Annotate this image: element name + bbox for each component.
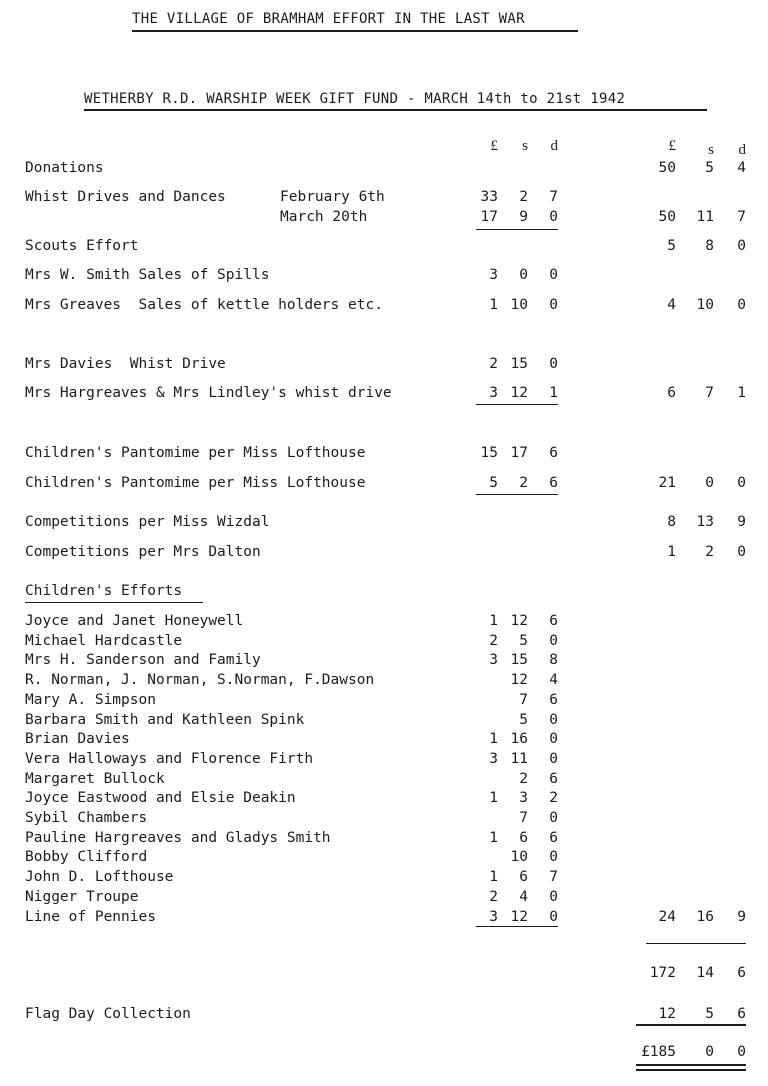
- fund-subtitle: WETHERBY R.D. WARSHIP WEEK GIFT FUND - MARCH 14th to 21st 1942: [84, 91, 626, 107]
- row-label: Donations: [25, 160, 104, 176]
- ledger-row-greaves: [0, 297, 768, 317]
- header-shillings: s: [522, 138, 528, 154]
- total-shillings: 7: [705, 385, 714, 401]
- amount-pounds: 2: [489, 888, 498, 905]
- child-name: Joyce Eastwood and Elsie Deakin: [25, 790, 296, 807]
- amount-pounds: 2: [489, 632, 498, 649]
- amount-pence: 6: [549, 829, 558, 846]
- total-shillings: 13: [696, 514, 714, 530]
- amount-pounds: 2: [489, 356, 498, 372]
- amount-pence: 0: [549, 267, 558, 283]
- child-effort-row: [0, 810, 768, 830]
- total-pence: 6: [737, 1006, 746, 1022]
- subtitle-underline: [84, 109, 707, 111]
- child-effort-row: [0, 652, 768, 672]
- child-name: Barbara Smith and Kathleen Spink: [25, 711, 305, 728]
- child-effort-row: [0, 613, 768, 633]
- amount-pounds: 33: [480, 189, 498, 205]
- ledger-row-scouts: [0, 238, 768, 258]
- subtotal-pounds: 172: [649, 965, 676, 981]
- amount-pence: 7: [549, 869, 558, 886]
- amount-pence: 4: [549, 672, 558, 689]
- amount-pounds: 1: [489, 297, 498, 313]
- child-name: Mrs H. Sanderson and Family: [25, 652, 261, 669]
- grand-total-pence: 0: [737, 1044, 746, 1060]
- total-pence: 9: [737, 514, 746, 530]
- child-effort-row: [0, 869, 768, 889]
- ledger-row-wizdal: [0, 514, 768, 534]
- amount-shillings: 15: [510, 356, 528, 372]
- total-pence: 0: [737, 544, 746, 560]
- amount-pence: 8: [549, 652, 558, 669]
- total-pounds: 8: [667, 514, 676, 530]
- column-headers: [0, 138, 768, 158]
- title-underline: [132, 30, 578, 32]
- total-pounds: 6: [667, 385, 676, 401]
- amount-shillings: 2: [519, 189, 528, 205]
- ledger-row-pantomime-2: [0, 475, 768, 495]
- child-name: Joyce and Janet Honeywell: [25, 613, 244, 629]
- total-shillings: 16: [696, 908, 714, 925]
- amount-pounds: 1: [489, 829, 498, 846]
- amount-shillings: 2: [519, 770, 528, 787]
- total-shillings: 5: [705, 160, 714, 176]
- child-effort-row: [0, 633, 768, 653]
- total-pence: 1: [737, 385, 746, 401]
- amount-pence: 6: [549, 691, 558, 708]
- amount-pence: 0: [549, 731, 558, 748]
- row-label: Whist Drives and Dances: [25, 189, 226, 205]
- sum-rule: [646, 943, 746, 944]
- ledger-row-flag-day: [0, 1006, 768, 1026]
- amount-pence: 0: [549, 711, 558, 728]
- amount-pounds: 17: [480, 209, 498, 225]
- amount-pence: 7: [549, 189, 558, 205]
- child-effort-row: [0, 731, 768, 751]
- amount-pounds: 3: [489, 267, 498, 283]
- amount-shillings: 4: [519, 888, 528, 905]
- subtotal-rule: [476, 494, 558, 495]
- grand-total-row: [0, 1044, 768, 1064]
- amount-shillings: 10: [510, 297, 528, 313]
- row-label: Children's Pantomime per Miss Lofthouse: [25, 445, 366, 461]
- children-heading-underline: [25, 602, 203, 603]
- total-pounds: 12: [658, 1006, 676, 1022]
- amount-shillings: 12: [510, 613, 528, 629]
- child-name: Sybil Chambers: [25, 810, 148, 826]
- subtotal-pence: 6: [737, 965, 746, 981]
- row-label: Mrs W. Smith Sales of Spills: [25, 267, 270, 283]
- header-pence: d: [550, 138, 558, 154]
- child-effort-row: [0, 672, 768, 692]
- total-shillings: 2: [705, 544, 714, 560]
- ledger-row-davies: [0, 356, 768, 376]
- amount-shillings: 2: [519, 475, 528, 491]
- total-pence: 7: [737, 209, 746, 225]
- amount-pence: 0: [549, 888, 558, 905]
- grand-total-pounds: £185: [641, 1044, 676, 1060]
- amount-shillings: 7: [519, 691, 528, 708]
- row-label: Mrs Davies Whist Drive: [25, 356, 226, 372]
- amount-shillings: 16: [510, 731, 528, 748]
- children-subtotal-rule: [476, 926, 558, 927]
- amount-pounds: 1: [489, 731, 498, 748]
- total-pounds: 21: [658, 475, 676, 491]
- ledger-row-hargreaves: [0, 385, 768, 405]
- total-pounds: 50: [658, 209, 676, 225]
- total-pounds: 1: [667, 544, 676, 560]
- child-name: Nigger Troupe: [25, 888, 139, 905]
- header-total-pounds: £: [668, 138, 676, 154]
- total-pence: 4: [737, 160, 746, 176]
- amount-pence: 0: [549, 297, 558, 313]
- amount-pence: 0: [549, 209, 558, 225]
- child-effort-row: [0, 830, 768, 850]
- amount-shillings: 6: [519, 869, 528, 886]
- page-title: THE VILLAGE OF BRAMHAM EFFORT IN THE LAST WAR: [132, 11, 525, 27]
- ledger-row-whist-mar: [0, 209, 768, 229]
- amount-shillings: 15: [510, 652, 528, 669]
- child-name: Margaret Bullock: [25, 770, 165, 787]
- child-effort-row: [0, 712, 768, 732]
- amount-pounds: 3: [489, 652, 498, 669]
- subtotal-rule: [476, 404, 558, 405]
- row-label: Scouts Effort: [25, 238, 139, 254]
- amount-pence: 6: [549, 475, 558, 491]
- amount-shillings: 12: [510, 672, 528, 689]
- grand-total-underline-1: [636, 1064, 746, 1066]
- amount-shillings: 12: [510, 908, 528, 925]
- ledger-row-donations: [0, 160, 768, 180]
- amount-pence: 6: [549, 613, 558, 629]
- amount-pounds: 3: [489, 385, 498, 401]
- total-pounds: 50: [658, 160, 676, 176]
- row-label: Children's Pantomime per Miss Lofthouse: [25, 475, 366, 491]
- amount-shillings: 5: [519, 711, 528, 728]
- ledger-row-whist-feb: [0, 189, 768, 209]
- subtotal-rule: [476, 229, 558, 230]
- child-name: John D. Lofthouse: [25, 869, 174, 886]
- amount-pounds: 3: [489, 750, 498, 767]
- header-total-shillings: s: [708, 142, 714, 158]
- amount-shillings: 10: [510, 849, 528, 866]
- child-name: Line of Pennies: [25, 908, 156, 925]
- total-pounds: 4: [667, 297, 676, 313]
- child-effort-row: [0, 751, 768, 771]
- amount-pounds: 1: [489, 790, 498, 807]
- row-label: Flag Day Collection: [25, 1006, 191, 1022]
- amount-shillings: 11: [510, 750, 528, 767]
- amount-pence: 0: [549, 750, 558, 767]
- row-label: Mrs Hargreaves & Mrs Lindley's whist drive: [25, 385, 392, 401]
- child-effort-row: [0, 692, 768, 712]
- amount-pence: 0: [549, 810, 558, 826]
- subtotal-row: [0, 965, 768, 985]
- amount-shillings: 7: [519, 810, 528, 826]
- total-pounds: 5: [667, 238, 676, 254]
- total-pence: 0: [737, 297, 746, 313]
- row-label: Mrs Greaves Sales of kettle holders etc.: [25, 297, 383, 313]
- amount-shillings: 5: [519, 632, 528, 649]
- row-label: Competitions per Miss Wizdal: [25, 514, 270, 530]
- child-name: Pauline Hargreaves and Gladys Smith: [25, 829, 331, 846]
- children-efforts-heading: Children's Efforts: [25, 583, 183, 599]
- amount-shillings: 6: [519, 829, 528, 846]
- row-label: Competitions per Mrs Dalton: [25, 544, 261, 560]
- ledger-row-dalton: [0, 544, 768, 564]
- amount-pence: 1: [549, 385, 558, 401]
- amount-pounds: 1: [489, 613, 498, 629]
- child-name: Vera Halloways and Florence Firth: [25, 750, 314, 767]
- total-shillings: 0: [705, 475, 714, 491]
- amount-shillings: 17: [510, 445, 528, 461]
- amount-pounds: 3: [489, 908, 498, 925]
- amount-shillings: 12: [510, 385, 528, 401]
- amount-shillings: 3: [519, 790, 528, 807]
- child-effort-row: [0, 909, 768, 929]
- amount-pence: 0: [549, 632, 558, 649]
- subtotal-shillings: 14: [696, 965, 714, 981]
- total-pence: 9: [737, 908, 746, 925]
- row-date: February 6th: [280, 189, 385, 205]
- grand-total-shillings: 0: [705, 1044, 714, 1060]
- amount-pence: 6: [549, 445, 558, 461]
- amount-shillings: 0: [519, 267, 528, 283]
- grand-total-underline-2: [636, 1069, 746, 1071]
- ledger-row-pantomime-1: [0, 445, 768, 465]
- child-name: Bobby Clifford: [25, 849, 148, 866]
- amount-pence: 0: [549, 849, 558, 866]
- child-effort-row: [0, 771, 768, 791]
- amount-pounds: 1: [489, 869, 498, 886]
- amount-shillings: 9: [519, 209, 528, 225]
- amount-pounds: 15: [480, 445, 498, 461]
- total-shillings: 10: [696, 297, 714, 313]
- header-pounds: £: [490, 138, 498, 154]
- ledger-row-smith: [0, 267, 768, 287]
- child-effort-row: [0, 790, 768, 810]
- total-shillings: 8: [705, 238, 714, 254]
- amount-pence: 0: [549, 356, 558, 372]
- amount-pounds: 5: [489, 475, 498, 491]
- total-shillings: 5: [705, 1006, 714, 1022]
- child-name: Michael Hardcastle: [25, 632, 183, 649]
- amount-pence: 0: [549, 908, 558, 925]
- header-total-pence: d: [738, 142, 746, 158]
- child-effort-row: [0, 849, 768, 869]
- child-name: Mary A. Simpson: [25, 691, 156, 708]
- total-pence: 0: [737, 238, 746, 254]
- amount-pence: 2: [549, 790, 558, 807]
- total-pounds: 24: [658, 908, 676, 925]
- final-sum-rule: [636, 1024, 746, 1026]
- amount-pence: 6: [549, 770, 558, 787]
- total-shillings: 11: [696, 209, 714, 225]
- row-date: March 20th: [280, 209, 368, 225]
- total-pence: 0: [737, 475, 746, 491]
- child-name: R. Norman, J. Norman, S.Norman, F.Dawson: [25, 672, 375, 689]
- child-name: Brian Davies: [25, 731, 130, 748]
- child-effort-row: [0, 889, 768, 909]
